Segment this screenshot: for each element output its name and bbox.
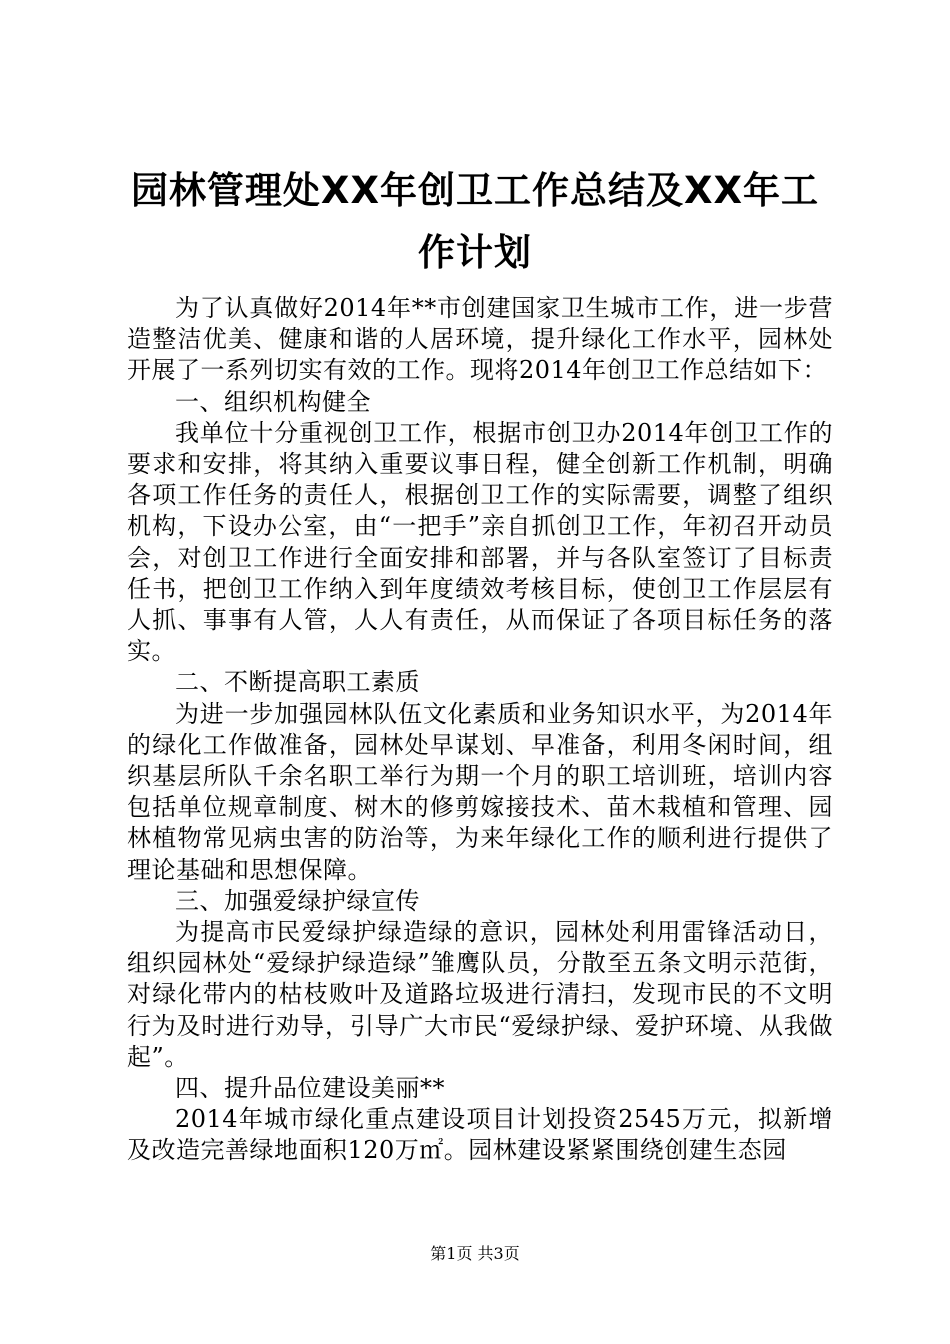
section-paragraph-3: 为提高市民爱绿护绿造绿的意识，园林处利用雷锋活动日，组织园林处“爱绿护绿造绿”雏鹰队员，分散至五条文明示范街，对绿化带内的枯枝败叶及道路垃圾进行清扫，发现市民的不文明行为及时进行劝导，引导广大市民“爱绿护绿、爱护环境、从我做起”。 — [127, 918, 833, 1071]
section-heading-1: 一、组织机构健全 — [175, 387, 371, 416]
section-paragraph-4: 2014年城市绿化重点建设项目计划投资2545万元，拟新增及改造完善绿地面积120万㎡。园林建设紧紧围绕创建生态园 — [127, 1105, 833, 1165]
section-heading-4: 四、提升品位建设美丽** — [175, 1074, 445, 1103]
section-paragraph-2: 为进一步加强园林队伍文化素质和业务知识水平，为2014年的绿化工作做准备，园林处早谋划、早准备，利用冬闲时间，组织基层所队千余名职工举行为期一个月的职工培训班，培训内容包括单位规章制度、树木的修剪嫁接技术、苗木栽植和管理、园林植物常见病虫害的防治等，为来年绿化工作的顺利进行提供了理论基础和思想保障。 — [127, 699, 833, 884]
page-footer: 第1页 共3页 — [430, 1244, 520, 1263]
section-paragraph-1: 我单位十分重视创卫工作，根据市创卫办2014年创卫工作的要求和安排，将其纳入重要议事日程，健全创新工作机制，明确各项工作任务的责任人，根据创卫工作的实际需要，调整了组织机构，下设办公室，由“一把手”亲自抓创卫工作，年初召开动员会，对创卫工作进行全面安排和部署，并与各队室签订了目标责任书，把创卫工作纳入到年度绩效考核目标，使创卫工作层层有人抓、事事有人管，人人有责任，从而保证了各项目标任务的落实。 — [127, 418, 833, 666]
section-heading-2: 二、不断提高职工素质 — [175, 668, 420, 697]
document-body — [127, 293, 833, 1167]
section-heading-3: 三、加强爱绿护绿宣传 — [175, 886, 420, 915]
intro-paragraph: 为了认真做好2014年**市创建国家卫生城市工作，进一步营造整洁优美、健康和谐的人居环境，提升绿化工作水平，园林处开展了一系列切实有效的工作。现将2014年创卫工作总结如下： — [127, 294, 833, 385]
document-title: 园林管理处XX年创卫工作总结及XX年工作计划 — [130, 169, 820, 274]
